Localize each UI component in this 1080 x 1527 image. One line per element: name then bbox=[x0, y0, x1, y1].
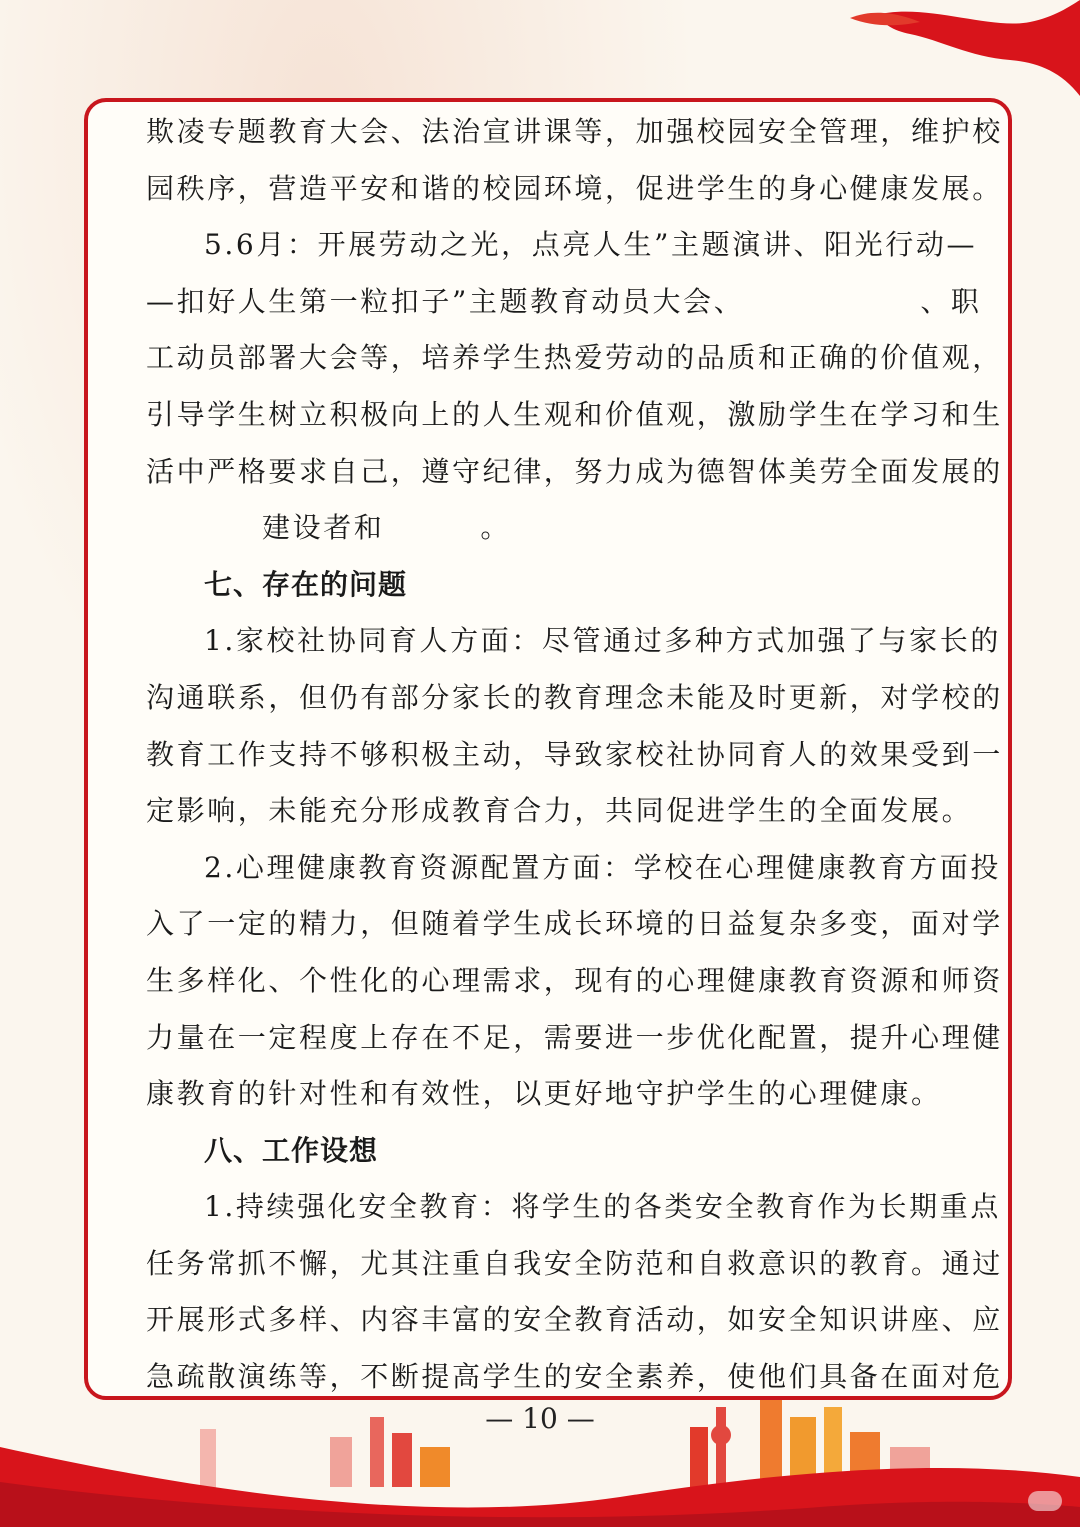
text-line: 园秩序，营造平安和谐的校园环境，促进学生的身心健康发展。 bbox=[146, 171, 1003, 205]
text-line: 康教育的针对性和有效性，以更好地守护学生的心理健康。 bbox=[146, 1077, 942, 1111]
text-line bbox=[146, 500, 946, 557]
watermark-badge bbox=[1028, 1491, 1062, 1511]
text-line: 活中严格要求自己，遵守纪律，努力成为德智体美劳全面发展的 bbox=[146, 454, 1003, 488]
text-line: 工动员部署大会等，培养学生热爱劳动的品质和正确的价值观， bbox=[146, 341, 1003, 375]
text-line: 定影响，未能充分形成教育合力，共同促进学生的全面发展。 bbox=[146, 794, 973, 828]
text-line: 1.持续强化安全教育：将学生的各类安全教育作为长期重点 bbox=[204, 1190, 1001, 1224]
text-line: 1.家校社协同育人方面：尽管通过多种方式加强了与家长的 bbox=[204, 624, 1001, 658]
text-line bbox=[146, 274, 982, 331]
ribbon-decoration-icon bbox=[820, 0, 1080, 96]
text-line: 力量在一定程度上存在不足，需要进一步优化配置，提升心理健 bbox=[146, 1020, 1003, 1054]
text-line: 入了一定的精力，但随着学生成长环境的日益复杂多变，面对学 bbox=[146, 907, 1003, 941]
text-line: 沟通联系，但仍有部分家长的教育理念未能及时更新，对学校的 bbox=[146, 680, 1003, 714]
section-heading: 七、存在的问题 bbox=[204, 567, 408, 601]
text-line: 引导学生树立积极向上的人生观和价值观，激励学生在学习和生 bbox=[146, 397, 1003, 431]
text-line: 开展形式多样、内容丰富的安全教育活动，如安全知识讲座、应 bbox=[146, 1303, 1003, 1337]
page-number: — 10 — bbox=[485, 1402, 595, 1435]
text-line: 2.心理健康教育资源配置方面：学校在心理健康教育方面投 bbox=[204, 850, 1001, 884]
text-line: 教育工作支持不够积极主动，导致家校社协同育人的效果受到一 bbox=[146, 737, 1003, 771]
document-body bbox=[146, 104, 1003, 1406]
text-line: 5.6月：开展劳动之光，点亮人生”主题演讲、阳光行动— bbox=[204, 228, 978, 262]
text-fragment: 。 bbox=[480, 511, 512, 545]
text-line: 生多样化、个性化的心理需求，现有的心理健康教育资源和师资 bbox=[146, 963, 1003, 997]
text-fragment: 建设者和 bbox=[262, 511, 385, 545]
text-fragment: 、职 bbox=[920, 284, 982, 318]
section-heading: 八、工作设想 bbox=[204, 1133, 379, 1167]
text-line: 欺凌专题教育大会、法治宣讲课等，加强校园安全管理，维护校 bbox=[146, 115, 1003, 148]
text-line: 急疏散演练等，不断提高学生的安全素养，使他们具备在面对危 bbox=[146, 1360, 1003, 1394]
text-fragment: —扣好人生第一粒扣子”主题教育动员大会、 bbox=[146, 284, 745, 318]
text-line: 任务常抓不懈，尤其注重自我安全防范和自救意识的教育。通过 bbox=[146, 1246, 1003, 1280]
